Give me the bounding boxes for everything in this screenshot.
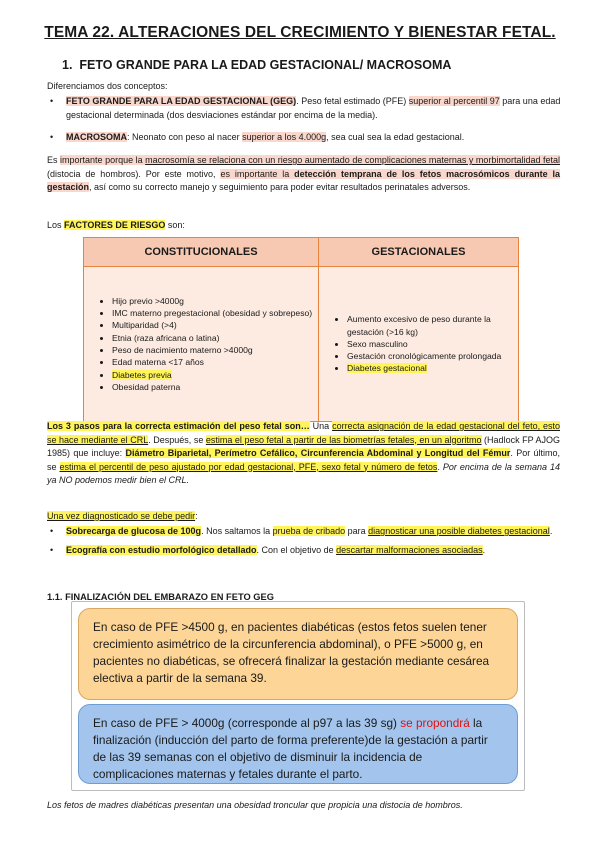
text-run: detección temprana de los fetos macrosómicos durante la gestación [47,168,560,192]
text-run: . [437,461,443,472]
highlighted-item: Diabetes gestacional [347,363,427,374]
concept-highlight: superior a los 4.000g [242,132,327,142]
diagnosis-list [50,525,562,557]
text-run: . Nos saltamos la [201,526,273,536]
bullet-icon: • [50,132,54,142]
diagnosis-intro [47,510,198,524]
list-item: • IMC materno pregestacional (obesidad y sobrepeso) [112,307,314,319]
list-item: • Aumento excesivo de peso durante la gestación (>16 kg) [347,313,514,338]
text-run: Ecografía con estudio morfológico detallado [66,544,257,555]
text-run: importante porque la [60,155,146,165]
risk-intro [47,219,185,233]
cell-gestacionales [319,267,519,422]
text-run: . Con el objetivo de [256,544,337,555]
cell-constitucionales [84,267,319,422]
text-run: estima el peso fetal a partir de las biometrías fetales, en un algoritmo [205,434,482,445]
concept-item [50,131,562,145]
header-constitucionales: CONSTITUCIONALES [84,238,319,267]
section-heading [62,58,451,72]
list-item: • Sexo masculino [347,338,514,350]
box-blue [78,704,518,784]
text-run: descartar malformaciones asociadas [336,544,483,555]
concept-term: FETO GRANDE PARA LA EDAD GESTACIONAL (GEG) [66,96,297,106]
text-run: estima el percentil de peso ajustado por edad gestacional, PFE, sexo fetal y número de fetos [59,461,438,472]
risk-label: FACTORES DE RIESGO [64,220,166,230]
text-run: Los [47,220,65,230]
list-item: • Gestación cronológicamente prolongada [347,350,514,362]
text-run: Una vez diagnosticado se debe pedir [47,511,196,521]
importance-paragraph [47,154,560,195]
text-run: Es [47,155,61,165]
highlighted-item: Diabetes previa [112,369,172,380]
text-run: diagnosticar una posible diabetes gestacional [368,526,550,536]
text-run: es importante la [220,168,295,179]
footnote: Los fetos de madres diabéticas presentan una obesidad troncular que propicia una distocia de hombros. [47,800,463,810]
concepts-list [50,95,562,145]
list-item: • Etnia (raza africana o latina) [112,332,314,344]
list-item: • Obesidad paterna [112,381,314,393]
subsection-heading: 1.1. FINALIZACIÓN DEL EMBARAZO EN FETO GEG [47,592,274,602]
concept-item [50,95,562,122]
list-item: • Hijo previo >4000g [112,295,314,307]
text-run: (distocia de hombros). Por este motivo, [47,168,221,179]
text-run: para [345,526,369,536]
text-run: . [549,526,553,536]
text-run: . [482,544,486,555]
text-run: Diámetro Biparietal, Perímetro Cefálico, Circunferencia Abdominal y Longitud del Fémur [125,448,511,458]
bullet-icon: • [50,96,54,106]
concept-term: MACROSOMA [66,132,127,142]
list-item: • Edad materna <17 años [112,356,314,368]
list-item [347,362,514,374]
concept-highlight: superior al percentil 97 [408,96,500,106]
text-run: . Después, se [148,434,206,445]
intro-text: Diferenciamos dos conceptos: [47,81,168,91]
concept-text-end: para una edad gestacional determinada (dos desviaciones estándar por encima de la media). [66,96,561,120]
text-run: correcta asignación de la edad gestacional del feto, esto se hace mediante el CRL [47,421,561,445]
risk-factors-table [83,237,519,422]
text-run: macrosomía se relaciona con un riesgo aumentado de complicaciones maternas y morbimortalidad fetal [145,155,560,165]
text-run: Sobrecarga de glucosa de 100g [66,526,202,536]
text-run: se propondrá [400,716,470,730]
list-item [50,544,562,558]
list-item: • Multiparidad (>4) [112,319,314,331]
text-run: prueba de cribado [272,526,346,536]
text-run: la finalización (inducción del parto de forma preferente)de la gestación a partir de las 39 semanas con el objetivo de disminuir la incidencia de complicaciones maternas y fetales durante el parto. [93,716,488,781]
steps-paragraph [47,420,560,488]
bullet-icon: • [50,544,54,555]
concept-text: : Neonato con peso al nacer [127,132,243,142]
list-item: • Peso de nacimiento materno >4000g [112,344,314,356]
text-run: : [195,511,198,521]
section-number: 1. [62,58,73,72]
table-row [84,267,519,422]
section-title: FETO GRANDE PARA LA EDAD GESTACIONAL/ MACROSOMA [79,58,452,72]
bullet-icon: • [50,526,54,536]
text-run: Los 3 pasos para la correcta estimación del peso fetal son… [47,421,310,431]
concept-text-end: , sea cual sea la edad gestacional. [326,132,465,142]
table-header-row [84,238,519,267]
text-run: . Por último, se [47,448,561,472]
concept-text: . Peso fetal estimado (PFE) [296,96,409,106]
text-run: Una [309,421,333,431]
page-title: TEMA 22. ALTERACIONES DEL CRECIMIENTO Y BIENESTAR FETAL. [44,24,556,41]
header-gestacionales: GESTACIONALES [319,238,519,267]
list-item [50,525,562,539]
box-orange: En caso de PFE >4500 g, en pacientes diabéticas (estos fetos suelen tener crecimiento asimétrico de la circunferencia abdominal), o PFE >5000 g, en pacientes no diabéticas, se ofrecerá finalizar la gestación mediante cesárea electiva a partir de la semana 39. [78,608,518,700]
text-run: son: [165,220,185,230]
list-item [112,369,314,381]
text-run: , así como su correcto manejo y seguimiento para poder evitar resultados perinatales adversos. [89,182,471,192]
text-run: En caso de PFE > 4000g (corresponde al p97 a las 39 sg) [93,716,401,730]
text-run: Por encima de la semana 14 ya NO podemos medir bien el CRL. [47,461,560,485]
text-run: (Hadlock FP AJOG 1985) que incluye: [47,434,560,458]
